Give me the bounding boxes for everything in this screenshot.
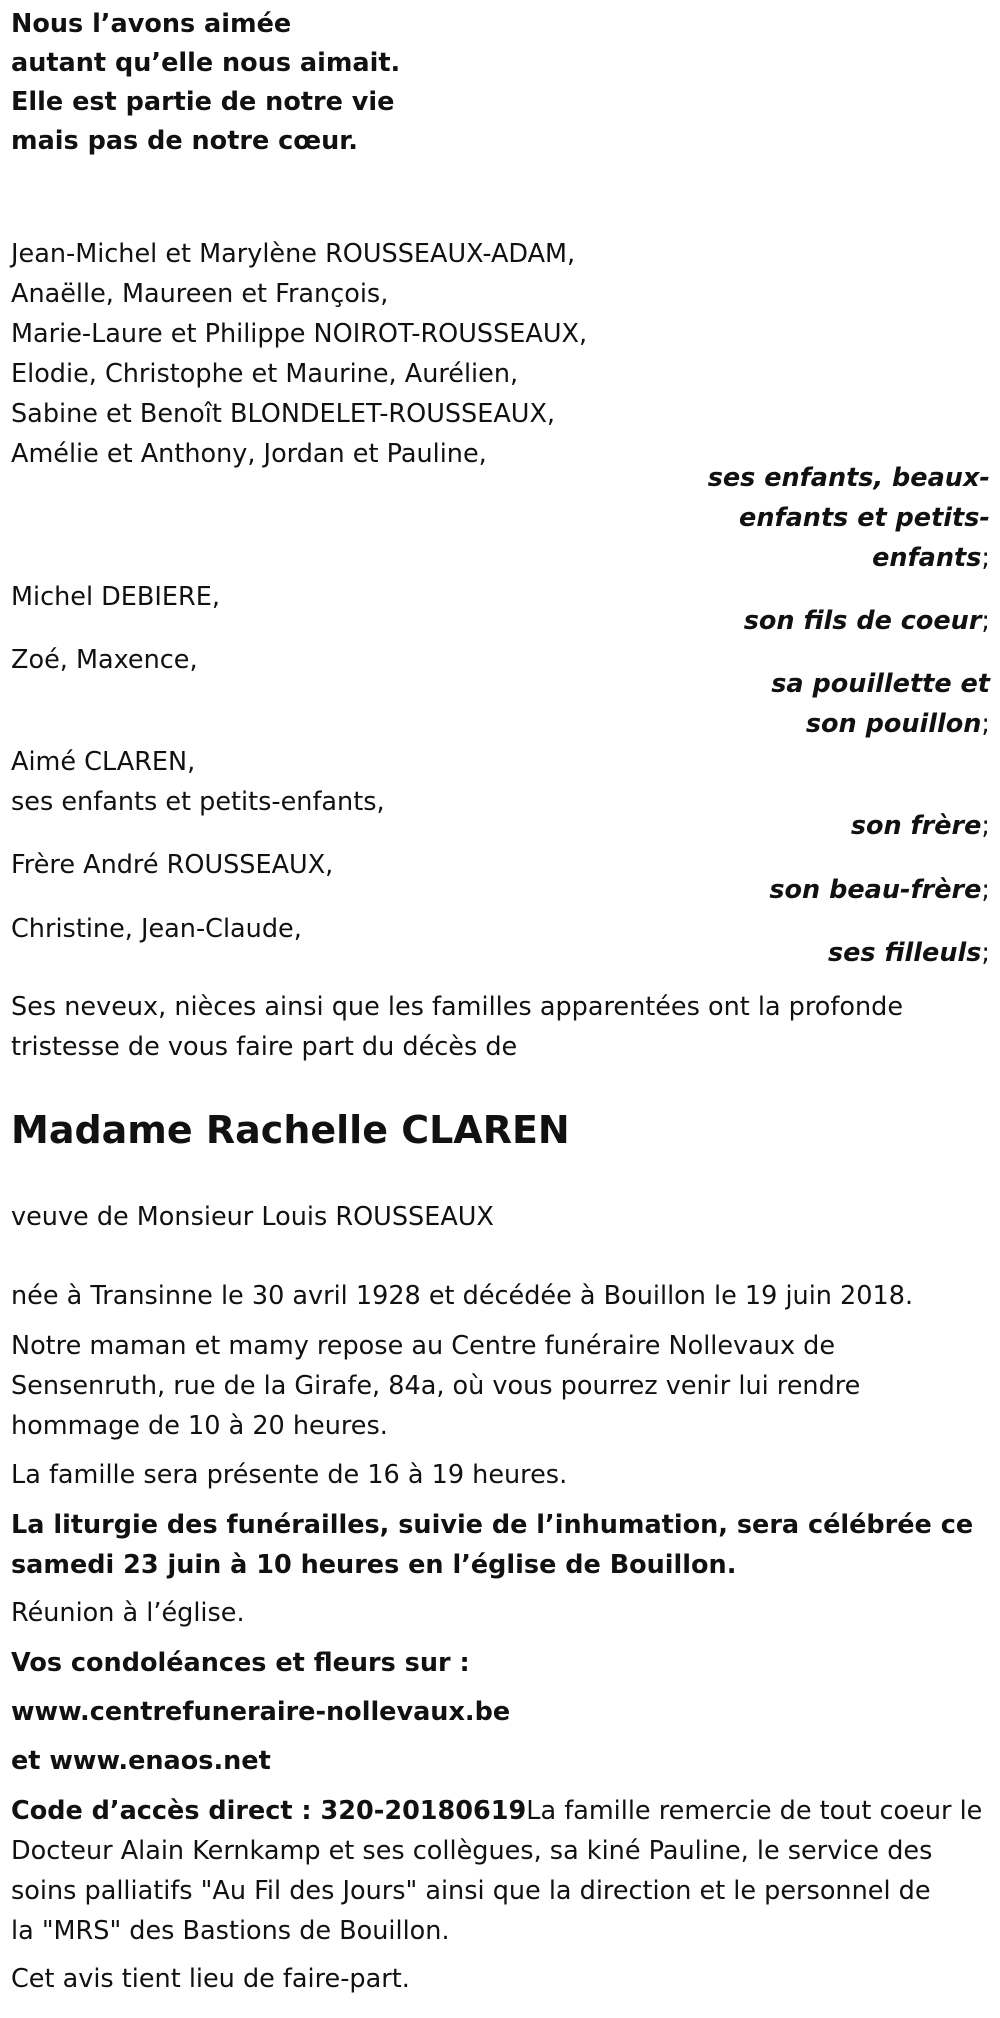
- filleuls-relation: [828, 933, 990, 973]
- repose-info: [11, 1326, 860, 1446]
- access-code: Code d’accès direct : 320-20180619: [11, 1796, 527, 1826]
- separator: ;: [981, 709, 990, 739]
- relation-text: son beau-frère: [769, 875, 982, 905]
- relation-text: son fils de coeur: [743, 606, 982, 636]
- announcement-line: Ses neveux, nièces ainsi que les familles apparentées ont la profonde: [11, 992, 904, 1022]
- family-line: ses enfants et petits-enfants,: [11, 787, 385, 817]
- thanks-line: la "MRS" des Bastions de Bouillon.: [11, 1916, 450, 1946]
- repose-line: Notre maman et mamy repose au Centre funéraire Nollevaux de: [11, 1331, 836, 1361]
- children-names: [11, 234, 587, 474]
- separator: ;: [981, 938, 990, 968]
- announcement-line: tristesse de vous faire part du décès de: [11, 1032, 518, 1062]
- reunion-info: Réunion à l’église.: [11, 1598, 245, 1628]
- brother-names: [11, 742, 385, 822]
- children-relation: [708, 458, 990, 578]
- family-line: Elodie, Christophe et Maurine, Aurélien,: [11, 359, 519, 389]
- relation-line: enfants et petits-: [739, 503, 990, 533]
- family-line: Anaëlle, Maureen et François,: [11, 279, 389, 309]
- relation-text: son frère: [850, 811, 982, 841]
- website-link-2[interactable]: et www.enaos.net: [11, 1746, 271, 1776]
- son-of-heart-relation: [744, 601, 990, 641]
- deceased-name: Madame Rachelle CLAREN: [11, 1108, 570, 1152]
- relation-text: ses filleuls: [827, 938, 982, 968]
- epigraph-line: mais pas de notre cœur.: [11, 126, 358, 156]
- epigraph-line: autant qu’elle nous aimait.: [11, 48, 401, 78]
- separator: ;: [981, 875, 990, 905]
- brother-relation: [851, 806, 990, 846]
- relation-line: ses enfants, beaux-: [707, 463, 990, 493]
- thanks-line: soins palliatifs "Au Fil des Jours" ainsi que la direction et le personnel de: [11, 1876, 931, 1906]
- widow-of: veuve de Monsieur Louis ROUSSEAUX: [11, 1202, 494, 1232]
- thanks-line: [11, 1791, 982, 1831]
- family-line: Jean-Michel et Marylène ROUSSEAUX-ADAM,: [11, 239, 576, 269]
- godchildren-relation: [771, 664, 990, 744]
- brother-in-law-name: Frère André ROUSSEAUX,: [11, 850, 334, 880]
- filleuls-name: Christine, Jean-Claude,: [11, 914, 302, 944]
- relation-line: [708, 538, 990, 578]
- birth-death: née à Transinne le 30 avril 1928 et décédée à Bouillon le 19 juin 2018.: [11, 1281, 914, 1311]
- relation-text: enfants: [872, 543, 982, 573]
- relation-line: [771, 704, 990, 744]
- thanks-text: La famille remercie de tout coeur le: [526, 1796, 983, 1826]
- thanks-line: Docteur Alain Kernkamp et ses collègues, sa kiné Pauline, le service des: [11, 1836, 933, 1866]
- liturgy-info: [11, 1505, 973, 1585]
- repose-line: hommage de 10 à 20 heures.: [11, 1411, 388, 1441]
- condolences-label: Vos condoléances et fleurs sur :: [11, 1648, 470, 1678]
- epigraph-line: Elle est partie de notre vie: [11, 87, 395, 117]
- family-line: Sabine et Benoît BLONDELET-ROUSSEAUX,: [11, 399, 556, 429]
- relation-text: son pouillon: [805, 709, 982, 739]
- announcement: [11, 987, 903, 1067]
- liturgy-line: La liturgie des funérailles, suivie de l’inhumation, sera célébrée ce: [11, 1510, 974, 1540]
- family-line: Marie-Laure et Philippe NOIROT-ROUSSEAUX,: [11, 319, 588, 349]
- closing-note: Cet avis tient lieu de faire-part.: [11, 1964, 410, 1994]
- website-link-1[interactable]: www.centrefuneraire-nollevaux.be: [11, 1697, 511, 1727]
- family-line: Amélie et Anthony, Jordan et Pauline,: [11, 439, 487, 469]
- repose-line: Sensenruth, rue de la Girafe, 84a, où vous pourrez venir lui rendre: [11, 1371, 861, 1401]
- thanks-block: [11, 1791, 982, 1951]
- liturgy-line: samedi 23 juin à 10 heures en l’église de Bouillon.: [11, 1550, 737, 1580]
- separator: ;: [981, 543, 990, 573]
- epigraph: [11, 5, 400, 161]
- relation-line: sa pouillette et: [771, 669, 990, 699]
- family-presence: La famille sera présente de 16 à 19 heures.: [11, 1460, 568, 1490]
- separator: ;: [981, 811, 990, 841]
- godchildren-name: Zoé, Maxence,: [11, 645, 198, 675]
- son-of-heart-name: Michel DEBIERE,: [11, 582, 220, 612]
- family-line: Aimé CLAREN,: [11, 747, 196, 777]
- epigraph-line: Nous l’avons aimée: [11, 9, 292, 39]
- separator: ;: [981, 606, 990, 636]
- brother-in-law-relation: [769, 870, 990, 910]
